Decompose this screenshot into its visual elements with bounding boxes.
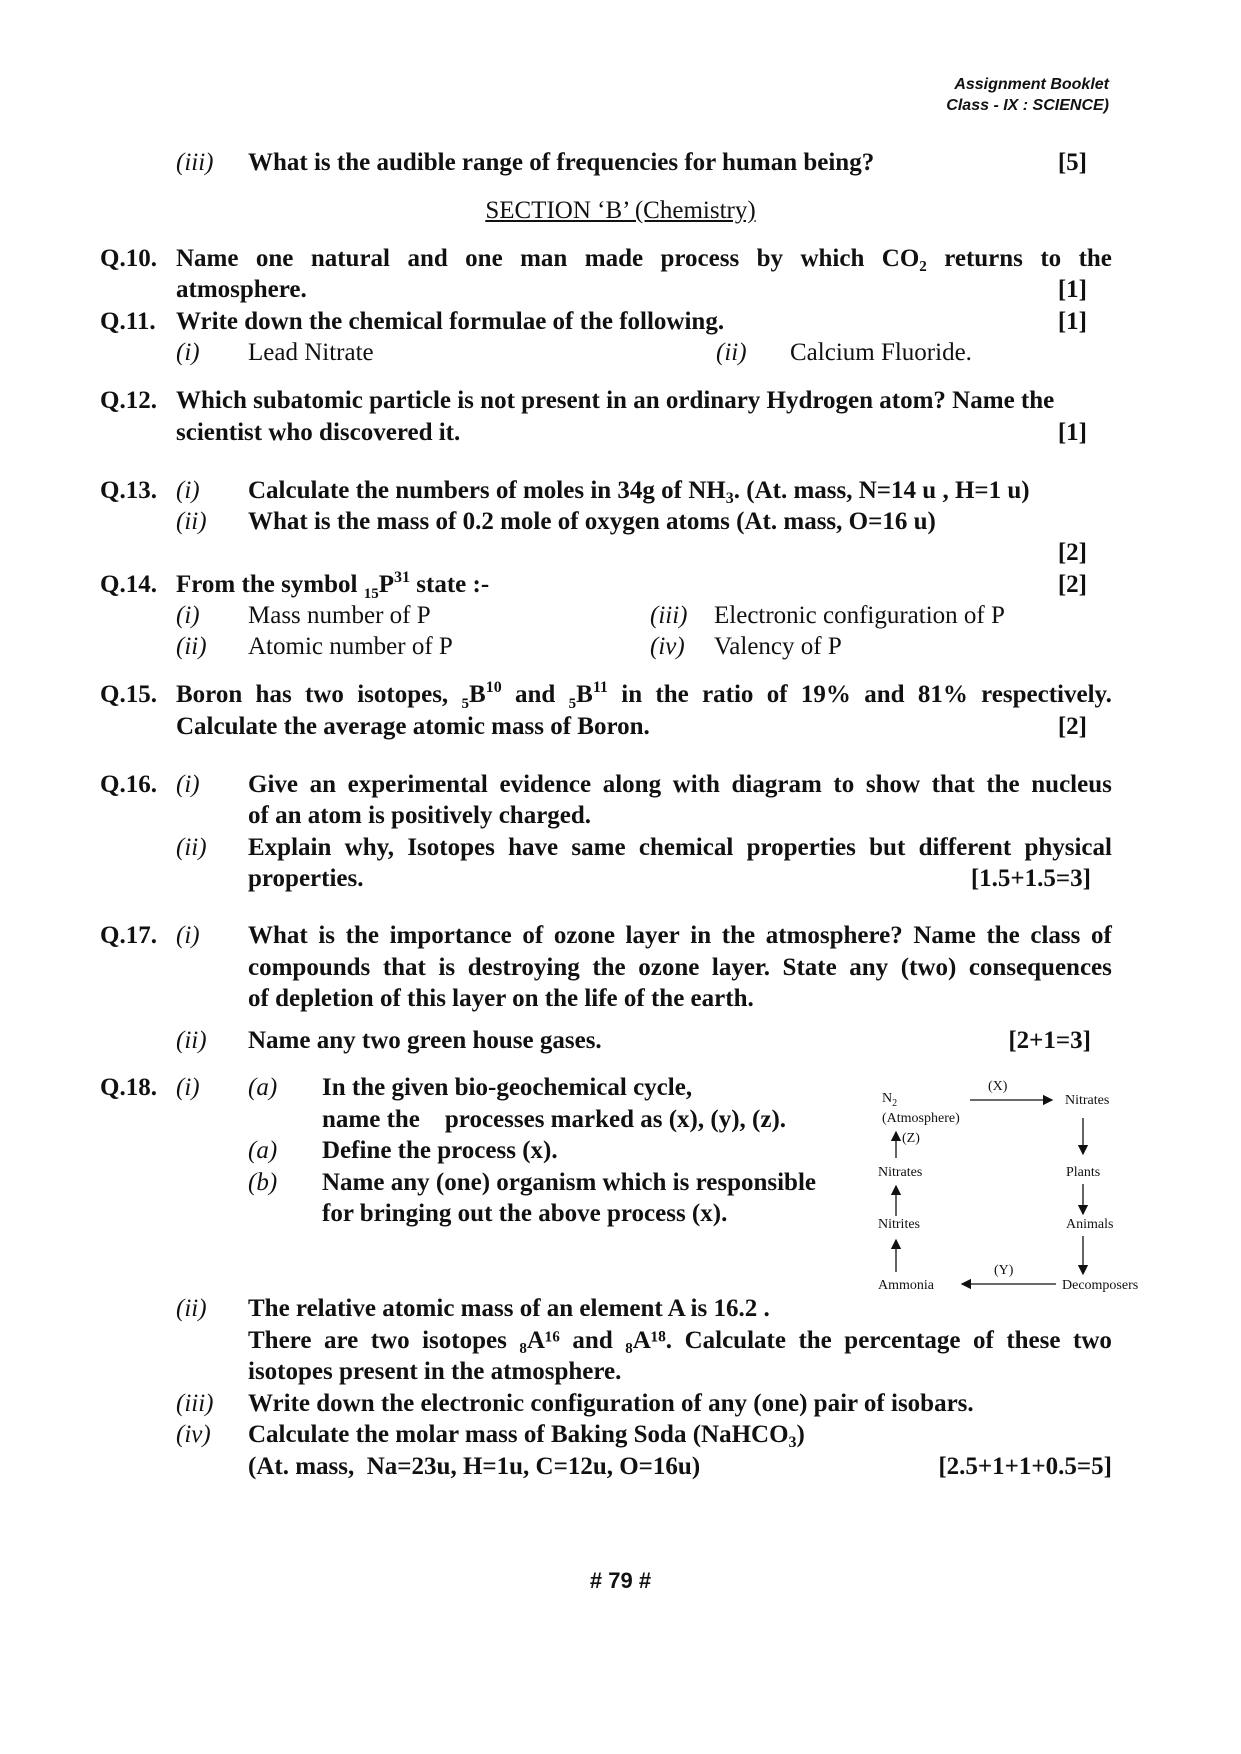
q14-text-a: From the symbol (176, 571, 364, 598)
label-nitrates-left: Nitrates (878, 1165, 923, 1180)
q13-part2-number: (ii) (176, 508, 207, 535)
word: properties (746, 834, 856, 861)
page-header (946, 74, 1109, 116)
word: that (382, 954, 426, 981)
section-title: SECTION ‘B’ (Chemistry) (485, 197, 756, 224)
q10-line-1 (176, 244, 1112, 274)
word: of (1090, 922, 1112, 949)
q13-marks: [2] (1057, 539, 1087, 566)
word: compounds (248, 954, 371, 981)
word: 19% (800, 681, 851, 708)
q18-part4-line-1 (248, 1420, 805, 1450)
word: by (756, 245, 784, 272)
word: chemical (638, 834, 734, 861)
word: natural (310, 245, 391, 272)
q15-marks: [2] (1057, 713, 1087, 740)
word: process (660, 245, 740, 272)
q18-part4-number: (iv) (176, 1421, 211, 1448)
word: respectively. (981, 681, 1112, 708)
label-decomposers: Decomposers (1062, 1278, 1139, 1293)
word: the (345, 922, 379, 949)
word: Calculate (684, 1327, 786, 1354)
word: the (655, 681, 689, 708)
mass-number: 11 (592, 679, 608, 696)
word: State (782, 954, 837, 981)
q18-number: Q.18. (100, 1074, 157, 1101)
word: but (869, 834, 906, 861)
q13-part2-text: What is the mass of 0.2 mole of oxygen atoms (At. mass, O=16 u) (248, 508, 936, 535)
nitrogen-cycle-diagram (870, 1070, 1170, 1310)
q14-opt4-text: Valency of P (714, 633, 842, 660)
word: have (508, 834, 559, 861)
element-symbol: B (469, 681, 486, 708)
word: with (672, 771, 720, 798)
q15-line-1 (176, 680, 1112, 710)
q13-part1-number: (i) (176, 477, 200, 504)
q11-opt1-number: (i) (176, 339, 200, 366)
label-nitrates-right: Nitrates (1065, 1093, 1110, 1108)
word: and (407, 245, 448, 272)
q14-opt3-number: (iii) (650, 602, 688, 629)
q17-part1-line-3: of depletion of this layer on the life of the earth. (248, 985, 754, 1012)
word: two (1073, 1327, 1112, 1354)
q16-number: Q.16. (100, 771, 157, 798)
word: an (309, 771, 337, 798)
word: same (571, 834, 626, 861)
q14-marks: [2] (1057, 571, 1087, 598)
q18-part2-line-1: The relative atomic mass of an element A is 16.2 . (248, 1295, 770, 1322)
word: CO₂ (881, 245, 927, 272)
q16-part2-number: (ii) (176, 834, 207, 861)
q14-text (176, 570, 489, 600)
q17-number: Q.17. (100, 922, 157, 949)
word: What (248, 922, 308, 949)
word: importance (389, 922, 512, 949)
header-line-2: Class - IX : SCIENCE) (946, 97, 1109, 114)
q12-marks: [1] (1057, 419, 1087, 446)
word: in (690, 922, 712, 949)
label-y: (Y) (994, 1263, 1014, 1278)
word: any (849, 954, 889, 981)
word: physical (1024, 834, 1112, 861)
word: returns (944, 245, 1023, 272)
mass-number: 31 (394, 569, 411, 586)
q10-marks: [1] (1057, 276, 1087, 303)
word: Name (913, 922, 976, 949)
label-z: (Z) (902, 1131, 920, 1146)
q11-opt2-text: Calcium Fluoride. (790, 339, 972, 366)
label-n2: $N_2$ (882, 1091, 898, 1109)
word: percentage (844, 1327, 961, 1354)
element-symbol: B (576, 681, 593, 708)
q13-number: Q.13. (100, 477, 157, 504)
word: has (255, 681, 292, 708)
q18-part4-text-a: Calculate the molar mass of Baking Soda (NaHCO (248, 1421, 789, 1448)
q16-part1-line-2: of an atom is positively charged. (248, 802, 592, 829)
word: made (584, 245, 644, 272)
q18-a-number: (a) (248, 1074, 278, 1101)
q13-part1-text-a: Calculate the numbers of moles in 34g of NH (248, 477, 726, 504)
word: class (1030, 922, 1081, 949)
q17-marks: [2+1=3] (1008, 1027, 1091, 1054)
q12-line-2: scientist who discovered it. (176, 419, 461, 446)
label-x: (X) (988, 1079, 1008, 1094)
word: Explain (248, 834, 332, 861)
subscript: 3 (725, 490, 734, 507)
q18-marks: [2.5+1+1+0.5=5] (938, 1453, 1112, 1480)
q18-part3-number: (iii) (176, 1390, 214, 1417)
word: along (602, 771, 662, 798)
word: ₈A¹⁸. (625, 1327, 673, 1354)
q18-b-number: (b) (248, 1169, 278, 1196)
word: diagram (731, 771, 822, 798)
q18-a2-number: (a) (248, 1137, 278, 1164)
word: the (1078, 245, 1112, 272)
q13-part1-text (248, 476, 1030, 506)
label-ammonia: Ammonia (878, 1278, 934, 1293)
word: the (986, 771, 1020, 798)
q18-b-line-2: for bringing out the above process (x). (322, 1200, 728, 1227)
q18-part4-line-2: (At. mass, Na=23u, H=1u, C=12u, O=16u) (248, 1453, 701, 1480)
word: ozone (553, 922, 615, 949)
q18-a-line-1: In the given bio-geochemical cycle, (322, 1074, 693, 1101)
word: to (833, 771, 855, 798)
word: in (621, 681, 643, 708)
word: experimental (347, 771, 488, 798)
word: is (318, 922, 336, 949)
word: the (592, 954, 626, 981)
word: are (323, 1327, 359, 1354)
q15-number: Q.15. (100, 681, 157, 708)
word: one (255, 245, 294, 272)
word: destroying (467, 954, 580, 981)
q11-marks: [1] (1057, 308, 1087, 335)
word: one (465, 245, 503, 272)
isotope-b11 (569, 680, 608, 710)
q13-part1-text-b: . (At. mass, N=14 u , H=1 u) (733, 477, 1030, 504)
q12-line-1: Which subatomic particle is not present in an ordinary Hydrogen atom? Name the (176, 387, 1055, 414)
q14-opt3-text: Electronic configuration of P (714, 602, 1005, 629)
q17-part1-line-2 (248, 953, 1112, 983)
q14-opt1-number: (i) (176, 602, 200, 629)
page-number: # 79 # (589, 1568, 652, 1593)
isotope-b10 (462, 680, 502, 710)
q18-a-line-2: name the processes marked as (x), (y), (z). (322, 1106, 787, 1133)
q14-opt1-text: Mass number of P (248, 602, 431, 629)
q16-part2-line-2: properties. (248, 865, 364, 892)
q18-part2-line-2 (248, 1326, 1112, 1356)
header-line-1: Assignment Booklet (954, 76, 1109, 93)
q14-opt2-text: Atomic number of P (248, 633, 453, 660)
word: that (931, 771, 975, 798)
section-title-wrap (0, 196, 1241, 226)
q18-part1-number: (i) (176, 1074, 200, 1101)
q18-a2-text: Define the process (x). (322, 1137, 558, 1164)
word: layer (625, 922, 680, 949)
atomic-number: 5 (568, 696, 577, 712)
word: layer. (711, 954, 770, 981)
word: two (370, 1327, 410, 1354)
q11-opt2-number: (ii) (716, 339, 747, 366)
word: consequences (968, 954, 1112, 981)
word: which (800, 245, 865, 272)
word: the (986, 922, 1020, 949)
q18-part3-text: Write down the electronic configuration of any (one) pair of isobars. (248, 1390, 974, 1417)
word: different (918, 834, 1012, 861)
word: the (721, 922, 756, 949)
q18-part4-text-b: ) (796, 1421, 805, 1448)
q12-number: Q.12. (100, 387, 157, 414)
label-animals: Animals (1066, 1217, 1114, 1232)
word: of (972, 1327, 994, 1354)
word: evidence (499, 771, 592, 798)
mass-number: 10 (485, 679, 502, 696)
word: to (1040, 245, 1062, 272)
q17-part1-number: (i) (176, 922, 200, 949)
atomic-number: 5 (461, 696, 469, 712)
q17-part1-line-1 (248, 921, 1112, 951)
q10-line-2: atmosphere. (176, 276, 307, 303)
q14-text-b: state :- (410, 571, 490, 598)
q16-part1-number: (i) (176, 771, 200, 798)
q17-part2-number: (ii) (176, 1027, 207, 1054)
word: isotopes (422, 1327, 507, 1354)
word: and (515, 681, 556, 708)
q11-number: Q.11. (100, 308, 156, 335)
word: There (248, 1327, 312, 1354)
word: ozone (638, 954, 700, 981)
atomic-number: 15 (363, 586, 379, 602)
label-nitrites: Nitrites (878, 1217, 920, 1232)
label-atmosphere: (Atmosphere) (882, 1111, 960, 1126)
q16-part2-line-1 (248, 833, 1112, 863)
word: why, (344, 834, 395, 861)
q11-opt1-text: Lead Nitrate (248, 339, 374, 366)
word: Give (248, 771, 298, 798)
word: Name (176, 245, 239, 272)
q14-opt4-number: (iv) (650, 633, 685, 660)
q18-b-line-1: Name any (one) organism which is responsible (322, 1169, 817, 1196)
q16-part1-line-1 (248, 770, 1112, 800)
q14-number: Q.14. (100, 571, 157, 598)
element-symbol: P (378, 571, 395, 598)
word: is (438, 954, 456, 981)
subscript: 3 (788, 1434, 797, 1451)
word: ratio (702, 681, 754, 708)
q16-marks: [1.5+1.5=3] (970, 865, 1091, 892)
word: isotopes, (357, 681, 449, 708)
top-question-marks: [5] (1057, 149, 1087, 176)
word: these (1006, 1327, 1061, 1354)
word: nucleus (1031, 771, 1112, 798)
word: and (864, 681, 905, 708)
word: and (572, 1327, 613, 1354)
word: Isotopes (407, 834, 495, 861)
label-plants: Plants (1066, 1165, 1101, 1180)
q14-opt2-number: (ii) (176, 633, 207, 660)
word: Boron (176, 681, 243, 708)
word: (two) (900, 954, 957, 981)
word: atmosphere? (765, 922, 903, 949)
word: man (520, 245, 568, 272)
word: show (865, 771, 921, 798)
top-question-text: What is the audible range of frequencies for human being? (248, 149, 875, 176)
word: two (305, 681, 344, 708)
top-question-number: (iii) (176, 149, 214, 176)
q17-part2-text: Name any two green house gases. (248, 1027, 602, 1054)
q10-number: Q.10. (100, 245, 157, 272)
q18-part2-line-3: isotopes present in the atmosphere. (248, 1358, 622, 1385)
q11-text: Write down the chemical formulae of the following. (176, 308, 725, 335)
q18-part2-number: (ii) (176, 1295, 207, 1322)
word: of (766, 681, 788, 708)
word: of (522, 922, 544, 949)
word: the (798, 1327, 832, 1354)
word: 81% (917, 681, 968, 708)
word: ₈A¹⁶ (519, 1327, 560, 1354)
q15-line-2: Calculate the average atomic mass of Boron. (176, 713, 650, 740)
